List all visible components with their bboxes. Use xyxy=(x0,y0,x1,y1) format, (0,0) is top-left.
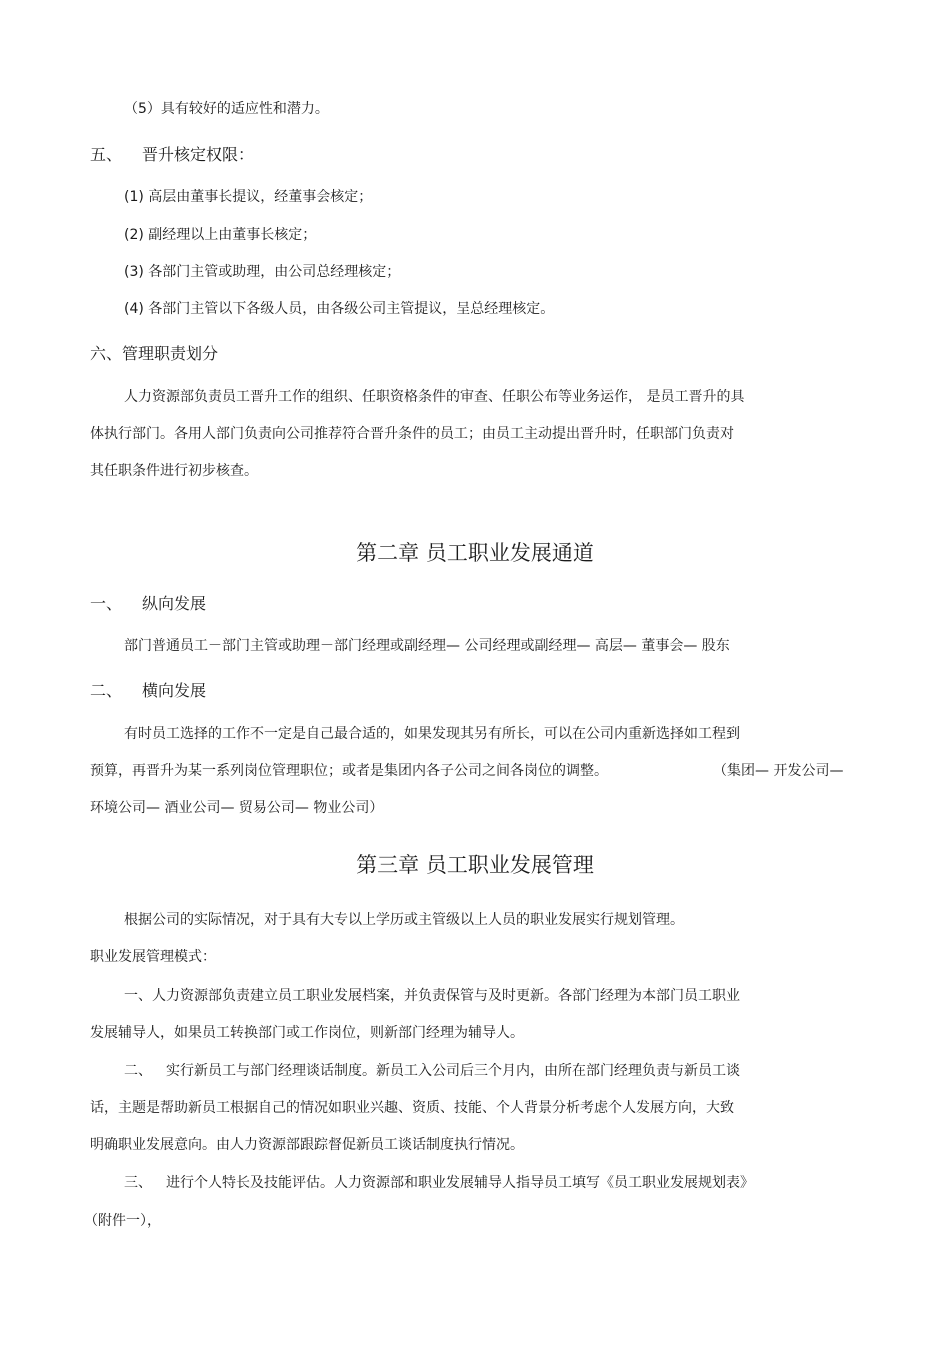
mode-2-line-1 xyxy=(124,1061,740,1081)
section-6-heading: 六、管理职责划分 xyxy=(90,344,219,363)
item-5: （5）具有较好的适应性和潜力。 xyxy=(124,101,329,117)
mode-2-text: 实行新员工与部门经理谈话制度。新员工入公司后三个月内，由所在部门经理负责与新员工谈 xyxy=(166,1063,740,1079)
section-6-line-3: 其任职条件进行初步核查。 xyxy=(90,463,258,479)
chapter-2-title: 第二章 员工职业发展通道 xyxy=(356,541,594,565)
authority-item-2: (2) 副经理以上由董事长核定； xyxy=(124,227,317,243)
management-mode-label: 职业发展管理模式： xyxy=(90,949,216,965)
horizontal-heading xyxy=(90,681,206,701)
vertical-heading xyxy=(90,594,206,614)
mode-1-line-2: 发展辅导人，如果员工转换部门或工作岗位，则新部门经理为辅导人。 xyxy=(90,1025,524,1041)
section-6-line-1: 人力资源部负责员工晋升工作的组织、任职资格条件的审查、任职公布等业务运作， 是员工晋升的具 xyxy=(124,389,745,405)
vertical-number: 一、 xyxy=(90,594,123,613)
authority-item-1: (1) 高层由董事长提议，经董事会核定； xyxy=(124,189,373,205)
authority-item-4: (4) 各部门主管以下各级人员，由各级公司主管提议，呈总经理核定。 xyxy=(124,301,555,317)
horizontal-line-2-tail: （集团— 开发公司— xyxy=(713,763,844,779)
horizontal-line-3: 环境公司— 酒业公司— 贸易公司— 物业公司） xyxy=(90,800,384,816)
chapter-3-intro: 根据公司的实际情况，对于具有大专以上学历或主管级以上人员的职业发展实行规划管理。 xyxy=(124,912,684,928)
authority-item-3: (3) 各部门主管或助理，由公司总经理核定； xyxy=(124,264,401,280)
horizontal-line-2: 预算，再晋升为某一系列岗位管理职位；或者是集团内各子公司之间各岗位的调整。 xyxy=(90,763,608,779)
section-5-title: 晋升核定权限： xyxy=(142,145,255,164)
vertical-path: 部门普通员工－部门主管或助理－部门经理或副经理— 公司经理或副经理— 高层— 董事会— 股东 xyxy=(124,638,730,654)
mode-3-line-1 xyxy=(124,1173,754,1193)
mode-3-line-2: （附件一）， xyxy=(84,1213,161,1229)
mode-2-line-2: 话，主题是帮助新员工根据自己的情况如职业兴趣、资质、技能、个人背景分析考虑个人发展方向，大致 xyxy=(90,1100,734,1116)
chapter-3-title: 第三章 员工职业发展管理 xyxy=(356,853,594,877)
horizontal-number: 二、 xyxy=(90,681,123,700)
mode-2-number: 二、 xyxy=(124,1063,152,1079)
section-5-number: 五、 xyxy=(90,145,123,164)
section-6-line-2: 体执行部门。各用人部门负责向公司推荐符合晋升条件的员工；由员工主动提出晋升时，任职部门负责对 xyxy=(90,426,734,442)
mode-2-line-3: 明确职业发展意向。由人力资源部跟踪督促新员工谈话制度执行情况。 xyxy=(90,1137,524,1153)
horizontal-line-1: 有时员工选择的工作不一定是自己最合适的，如果发现其另有所长，可以在公司内重新选择如工程到 xyxy=(124,726,740,742)
horizontal-title: 横向发展 xyxy=(142,681,207,700)
mode-1-line-1: 一、人力资源部负责建立员工职业发展档案，并负责保管与及时更新。各部门经理为本部门员工职业 xyxy=(124,988,740,1004)
mode-3-number: 三、 xyxy=(124,1175,152,1191)
vertical-title: 纵向发展 xyxy=(142,594,207,613)
mode-3-text: 进行个人特长及技能评估。人力资源部和职业发展辅导人指导员工填写《员工职业发展规划表》 xyxy=(166,1175,754,1191)
section-5-heading xyxy=(90,145,254,165)
